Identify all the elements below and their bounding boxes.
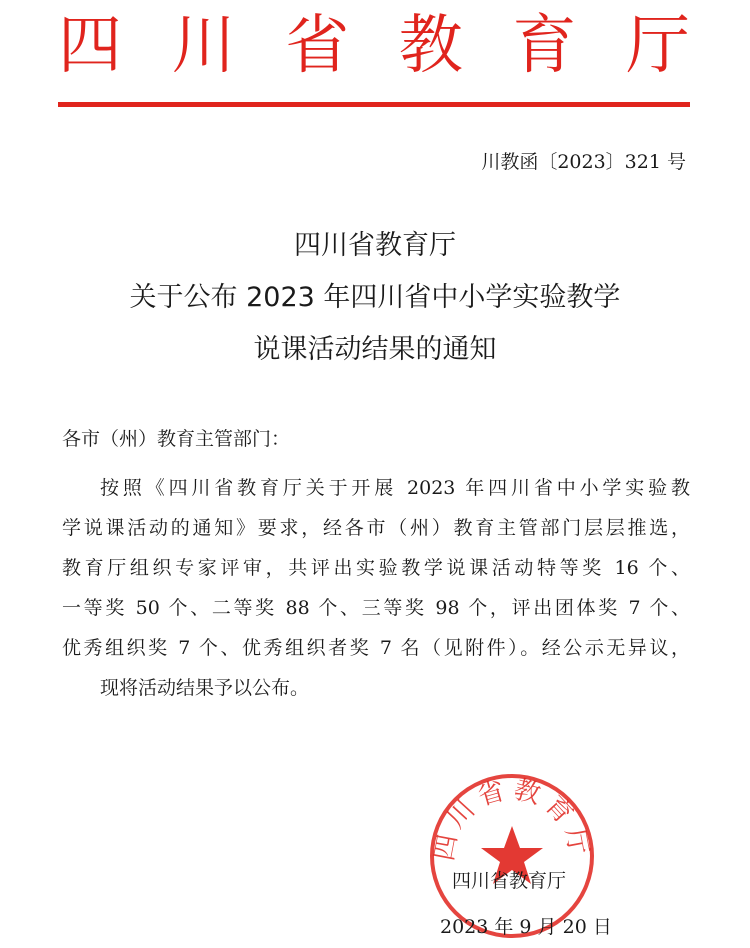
body-line: 学说课活动的通知》要求，经各市（州）教育主管部门层层推选， bbox=[62, 517, 690, 539]
document-title bbox=[0, 220, 750, 376]
body-line: 按照《四川省教育厅关于开展 2023 年四川省中小学实验教 bbox=[100, 477, 690, 499]
title-line-2: 关于公布 2023 年四川省中小学实验教学 bbox=[129, 282, 621, 313]
body-line: 教育厅组织专家评审，共评出实验教学说课活动特等奖 16 个、 bbox=[62, 557, 690, 579]
body-line: 现将活动结果予以公布。 bbox=[100, 677, 310, 699]
letterhead-char: 育 bbox=[512, 9, 577, 83]
signature-organization: 四川省教育厅 bbox=[452, 870, 567, 892]
seal-text: 四川省教育厅 bbox=[429, 774, 595, 864]
salutation: 各市（州）教育主管部门： bbox=[62, 428, 291, 450]
body-paragraph bbox=[62, 468, 690, 708]
letterhead-char: 四 bbox=[58, 9, 122, 83]
body-line: 一等奖 50 个、二等奖 88 个、三等奖 98 个，评出团体奖 7 个、 bbox=[62, 597, 690, 619]
body-line: 优秀组织奖 7 个、优秀组织者奖 7 名（见附件）。经公示无异议， bbox=[62, 637, 690, 659]
letterhead-char: 川 bbox=[171, 9, 236, 83]
title-line-3: 说课活动结果的通知 bbox=[253, 334, 497, 365]
letterhead-char: 省 bbox=[285, 9, 350, 83]
letterhead-char: 厅 bbox=[625, 9, 690, 83]
title-line-1: 四川省教育厅 bbox=[294, 230, 456, 261]
letterhead-divider bbox=[58, 102, 690, 107]
letterhead-title bbox=[58, 6, 690, 86]
letterhead-char: 教 bbox=[398, 9, 463, 83]
document-number: 川教函〔2023〕321 号 bbox=[481, 151, 686, 173]
signature-date: 2023 年 9 月 20 日 bbox=[440, 916, 612, 938]
